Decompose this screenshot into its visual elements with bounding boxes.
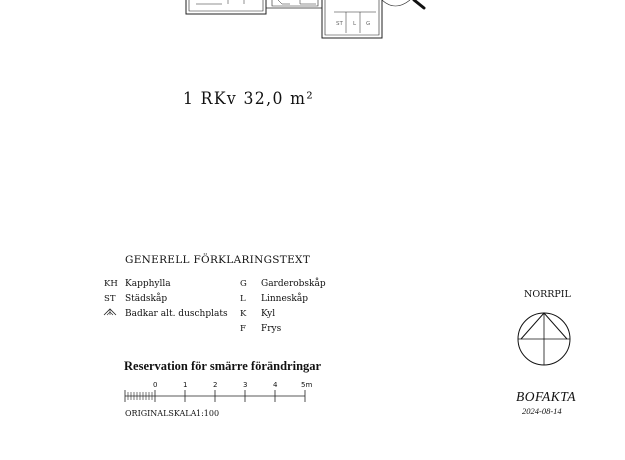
legend-label-kapphylla: Kapphylla: [125, 279, 171, 289]
legend-code-kh: KH: [104, 279, 118, 289]
floor-plan-fragment: [0, 0, 625, 60]
scale-caption: ORIGINALSKALA: [125, 409, 197, 418]
legend-code-l: L: [240, 294, 246, 304]
legend-label-stadskap: Städskåp: [125, 294, 168, 304]
brand-logo-text: BOFAKTA: [516, 389, 577, 404]
reservation-note: Reservation för smärre förändringar: [124, 359, 322, 373]
north-arrow-title: NORRPIL: [524, 289, 571, 300]
legend-code-st: ST: [104, 294, 116, 304]
legend-label-frys: Frys: [261, 324, 282, 334]
legend-code-f: F: [240, 324, 246, 334]
scale-ratio: 1:100: [196, 409, 220, 418]
scale-tick-4: 4: [273, 381, 278, 389]
legend-label-kyl: Kyl: [261, 309, 276, 319]
legend-code-g: G: [240, 279, 247, 289]
scale-tick-2: 2: [213, 381, 218, 389]
scale-bar: [120, 378, 320, 408]
scale-tick-0: 0: [153, 381, 158, 389]
room-label-g: G: [366, 21, 371, 27]
room-label-l: L: [353, 21, 357, 27]
room-label-st: ST: [336, 21, 343, 27]
scale-tick-1: 1: [183, 381, 188, 389]
brand-date: 2024-08-14: [522, 406, 562, 416]
legend-label-garderobskap: Garderobskåp: [261, 279, 326, 289]
apartment-area-label: 1 RKv 32,0 m²: [183, 89, 315, 109]
north-arrow-icon: [515, 310, 573, 368]
shower-symbol-icon: [103, 307, 117, 317]
legend-heading: GENERELL FÖRKLARINGSTEXT: [125, 254, 311, 266]
legend-label-linneskap: Linneskåp: [261, 294, 308, 304]
legend-code-k: K: [240, 309, 247, 319]
scale-tick-3: 3: [243, 381, 248, 389]
scale-tick-5: 5m: [301, 381, 313, 389]
legend-label-badkar: Badkar alt. duschplats: [125, 309, 228, 319]
